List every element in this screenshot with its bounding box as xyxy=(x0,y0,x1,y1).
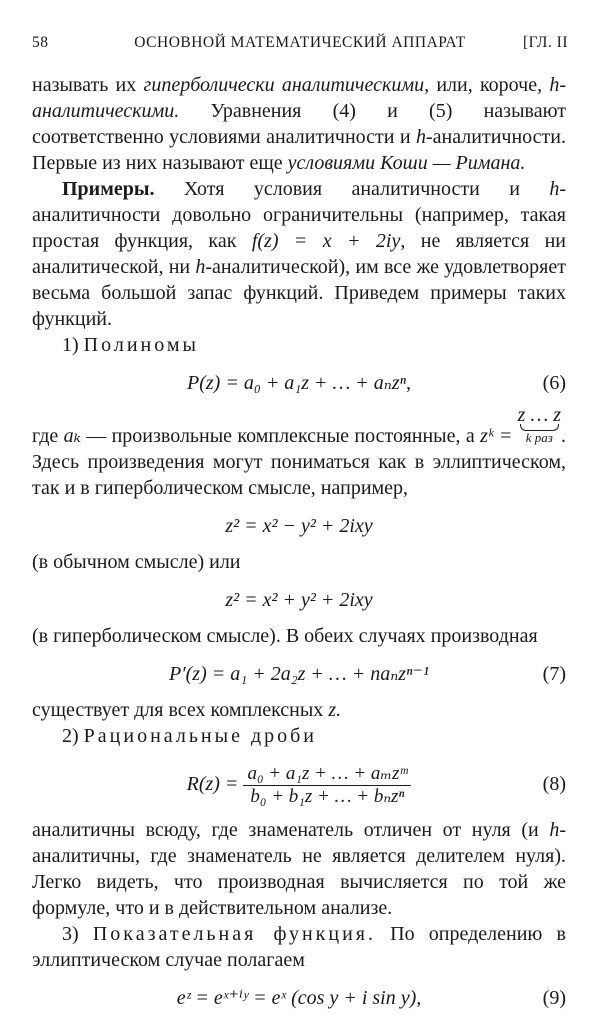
equation-7-formula: P′(z) = a₁ + 2a₂z + … + naₙzⁿ⁻¹ xyxy=(169,663,429,685)
paragraph-definition: называть их гиперболически аналитическими, или, короче, h-аналитическими. Уравнения (4) и (5) называют соответственно условиями аналитичности и h-аналитичности. Первые из них называют еще условиями Коши — Римана. xyxy=(32,74,566,174)
equation-8: R(z) = $\frac{\text{a₀ + a₁z + … + aₘzᵐ}}{\text{b₀ + b₁z + … + bₙzⁿ}}$ (8) xyxy=(32,759,566,809)
fraction-denominator: b₀ + b₁z + … + bₙzⁿ xyxy=(250,785,405,807)
equation-8-fraction xyxy=(243,763,411,808)
item-exponential-heading: 3) Показательная функция. По определению в эллиптическом случае полагаем xyxy=(32,923,566,971)
fraction-numerator: a₀ + a₁z + … + aₘzᵐ xyxy=(243,763,411,786)
paragraph-exists: существует для всех комплексных z. xyxy=(32,699,342,721)
equation-7 xyxy=(32,659,566,689)
paragraph-derivative: (в гиперболическом смысле). В обеих случаях производная xyxy=(32,625,538,647)
paragraph-rational-analytic: аналитичны всюду, где знаменатель отличен от нуля (и h-аналитичны, где знаменатель не является делителем нуля). Легко видеть, что производная вычисляется по той же формуле, что и в действительном анализе. xyxy=(32,819,566,919)
equation-8-number: (8) xyxy=(542,773,566,795)
item-polynomials-heading: 1) Полиномы xyxy=(62,334,199,356)
equation-9-number: (9) xyxy=(542,987,566,1009)
running-title: ОСНОВНОЙ МАТЕМАТИЧЕСКИЙ АППАРАТ xyxy=(134,34,466,51)
examples-heading: Примеры. xyxy=(62,178,155,200)
equation-6 xyxy=(32,368,566,398)
equation-9 xyxy=(32,983,566,1013)
paragraph-coefficients: где aₖ — произвольные комплексные постоянные, а zᵏ = z … z k раз . Здесь произведения могут пониматься как в эллиптическом, так и в гиперболическом смысле, например, xyxy=(32,404,567,499)
paragraph-examples: Примеры. Хотя условия аналитичности и h-аналитичности довольно ограничительны (например, такая простая функция, как f(z) = x + 2iy, не является ни аналитической, ни h-аналитической), им все же удовлетворяет весьма большой запас функций. Приведем примеры таких функций. xyxy=(32,178,566,330)
paragraph-usual-sense: (в обычном смысле) или xyxy=(32,551,241,573)
equation-9-formula: eᶻ = eˣ⁺ⁱʸ = eˣ (cos y + i sin y), xyxy=(176,987,422,1009)
equation-6-formula: P(z) = a₀ + a₁z + … + aₙzⁿ, xyxy=(187,372,411,394)
page-body xyxy=(32,72,566,1021)
equation-7-number: (7) xyxy=(542,663,566,685)
chapter-label: [ГЛ. II xyxy=(522,34,568,51)
item-rational-heading: 2) Рациональные дроби xyxy=(62,725,318,747)
equation-elliptic-square: z² = x² − y² + 2ixy xyxy=(225,515,373,537)
page-number: 58 xyxy=(32,34,49,51)
equation-hyperbolic-square: z² = x² + y² + 2ixy xyxy=(225,589,373,611)
underbrace-product: z … z k раз xyxy=(517,404,562,445)
equation-6-number: (6) xyxy=(542,372,566,394)
